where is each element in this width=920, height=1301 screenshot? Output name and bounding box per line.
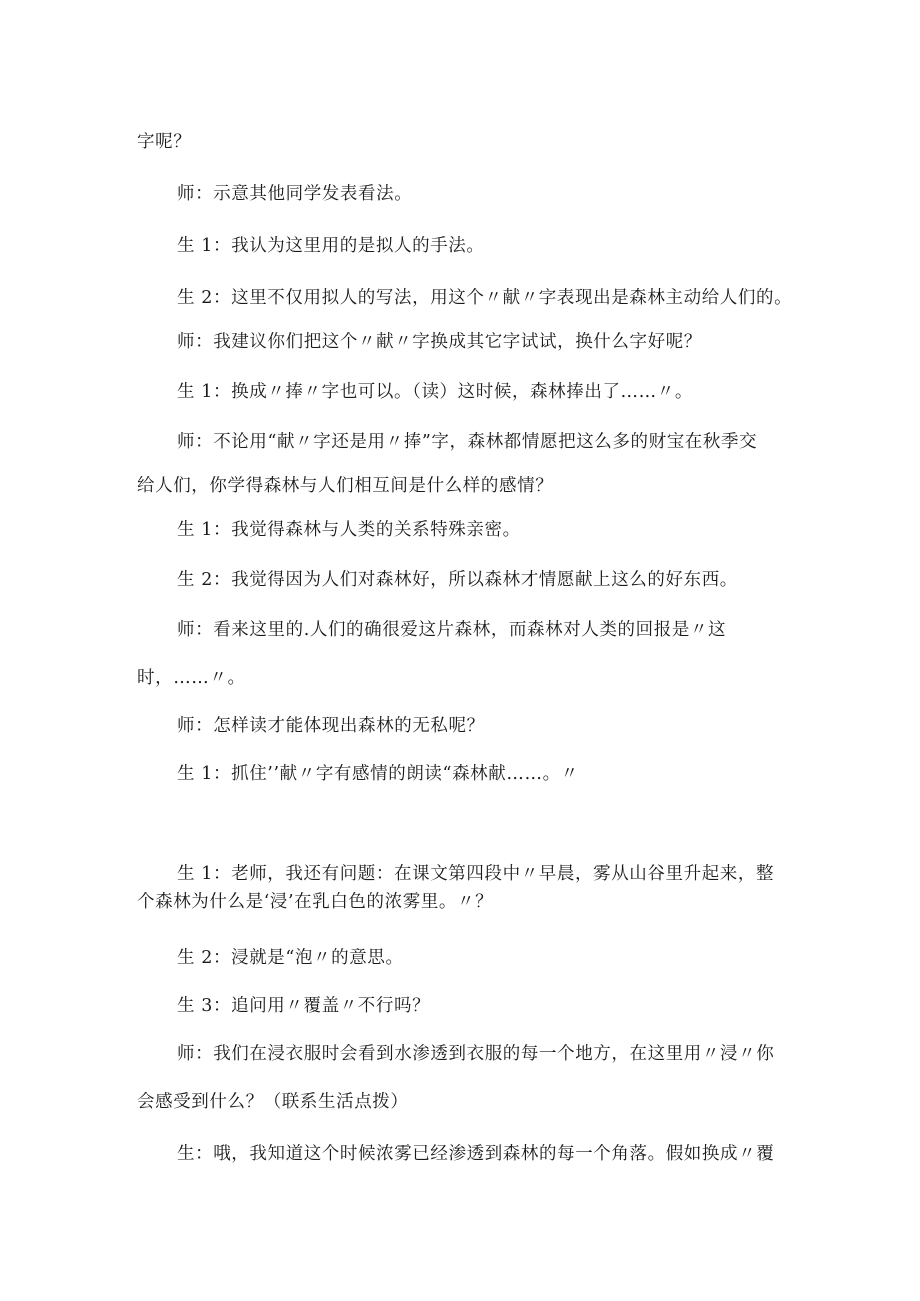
text-line: 师：示意其他同学发表看法。 (177, 184, 413, 204)
text-line: 生 1：我觉得森林与人类的关系特殊亲密。 (177, 520, 521, 540)
text-line: 师：我们在浸衣服时会看到水渗透到衣服的每一个地方，在这里用〃浸〃你 (177, 1044, 775, 1064)
text-line: 时，……〃。 (137, 668, 246, 688)
text-line: 生 1：我认为这里用的是拟人的手法。 (177, 236, 485, 256)
text-line: 生 1：换成〃捧〃字也可以。（读）这时候，森林捧出了……〃。 (177, 382, 693, 402)
text-line: 生 2：这里不仅用拟人的写法，用这个〃献〃字表现出是森林主动给人们的。 (177, 288, 793, 308)
text-line: 生 1：抓住’’献〃字有感情的朗读“森林献……。〃 (177, 764, 579, 784)
text-line: 生 3：追问用〃覆盖〃不行吗？ (177, 996, 431, 1016)
text-line: 生：哦，我知道这个时候浓雾已经渗透到森林的每一个角落。假如换成〃覆 (177, 1144, 775, 1164)
text-line: 字呢？ (137, 132, 192, 152)
text-line: 生 2：浸就是“泡〃的意思。 (177, 948, 404, 968)
text-line: 生 2：我觉得因为人们对森林好，所以森林才情愿献上这么的好东西。 (177, 570, 738, 590)
text-line: 师：不论用“献〃字还是用〃捧”字，森林都情愿把这么多的财宝在秋季交 (177, 432, 758, 452)
text-line: 师：看来这里的.人们的确很爱这片森林，而森林对人类的回报是〃这 (177, 620, 727, 640)
text-line: 师：我建议你们把这个〃献〃字换成其它字试试，换什么字好呢？ (177, 332, 702, 352)
text-line: 师：怎样读才能体现出森林的无私呢？ (177, 716, 485, 736)
text-line: 给人们，你学得森林与人们相互间是什么样的感情？ (137, 476, 554, 496)
text-line: 会感受到什么？（联系生活点拨） (137, 1092, 409, 1112)
text-line: 生 1：老师，我还有问题：在课文第四段中〃早晨，雾从山谷里升起来，整 (177, 864, 775, 884)
text-line: 个森林为什么是‘浸’在乳白色的浓雾里。〃？ (137, 892, 494, 912)
